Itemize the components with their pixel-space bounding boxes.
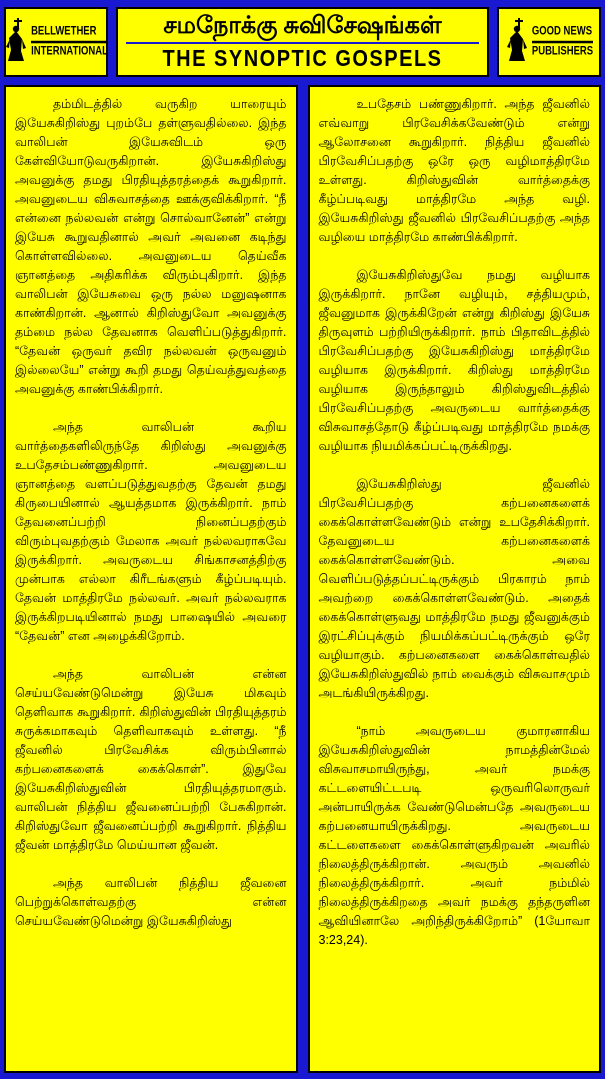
paragraph: உபதேசம் பண்ணுகிறார். அந்த ஜீவனில் எவ்வாறு பிரவேசிக்கவேண்டும் என்று ஆலோசனை கூறுகிறார். நித்திய ஜீவனில் பிரவேசிப்பதற்கு ஒரே ஒரு வழிமாத்திரமே உள்ளது. கிறிஸ்துவின் வார்த்தைக்கு கீழ்ப்படிவது மாத்திரமே அந்த வழி. இயேசுகிறிஸ்து ஜீவனில் பிரவேசிப்பதற்கு அந்த வழியை மாத்திரமே காண்பிக்கிறார். (318, 97, 590, 244)
paragraph: அந்த வாலிபன் கூறிய வார்த்தைகளிலிருந்தே கிறிஸ்து அவனுக்கு உபதேசம்பண்ணுகிறார். அவனுடைய ஞானத்தை வளப்படுத்துவதற்கு தேவன் தமது கிருபையினால் ஆயத்தமாக இருக்கிறார். நாம் தேவனைப்பற்றி நினைப்பதற்கும் விரும்புவதற்கும் மேலாக அவர் நல்லவராகவே இருக்கிறார். அவருடைய சிங்காசனத்திற்கு முன்பாக எல்லா கிரீடங்களும் கீழ்ப்படியும். தேவன் மாத்திரமே நல்லவர். அவர் நல்லவராக இருக்கிறபடியினால் நமது பாஷையில் அவரை “தேவன்” என அழைக்கிறோம். (15, 420, 287, 643)
paragraph: அந்த வாலிபன் நித்திய ஜீவனை பெற்றுக்கொள்வதற்கு என்ன செய்யவேண்டுமென்று இயேசுகிறிஸ்து (15, 876, 287, 928)
left-column (4, 85, 298, 1073)
standing-figure-icon (4, 17, 28, 68)
paragraph: “நாம் அவருடைய குமாரனாகிய இயேசுகிறிஸ்துவின் நாமத்தின்மேல் விசுவாசமாயிருந்து, அவர் நமக்கு கட்டளையிட்டபடி ஒருவரிலொருவர் அன்பாயிருக்க வேண்டுமென்பதே அவருடைய கற்பனையாயிருக்கிறது. அவருடைய கட்டளைகளை கைக்கொள்ளுகிறவன் அவரில் நிலைத்திருக்கிறான். அவரும் அவனில் நிலைத்திருக்கிறார். அவர் நம்மில் நிலைத்திருக்கிறதை அவர் நமக்கு தந்தருளின ஆவியினாலே அறிந்திருக்கிறோம்” (1யோவா 3:23,24). (318, 724, 590, 947)
body (4, 85, 601, 1073)
paragraph: இயேசுகிறிஸ்துவே நமது வழியாக இருக்கிறார். நானே வழியும், சத்தியமும், ஜீவனுமாக இருக்கிறேன் என்று கிறிஸ்து இயேசு திருவுளம் பற்றியிருக்கிறார். நாம் பிதாவிடத்தில் பிரவேசிப்பதற்கு இயேசுகிறிஸ்து மாத்திரமே வழியாக இருக்கிறார். கிறிஸ்து மாத்திரமே வழியாக இருந்தாலும் கிறிஸ்துவிடத்தில் பிரவேசிப்பதற்கு அவருடைய வார்த்தைக்கு விசுவாசத்தோடு கீழ்ப்படிவது மாத்திரமே நமக்கு வழியாக நியமிக்கப்பட்டிருக்கிறது. (318, 268, 590, 453)
standing-figure-icon (505, 17, 529, 68)
good-news-publishers-logo (497, 7, 601, 77)
logo-line2: PUBLISHERS (531, 44, 594, 59)
logo-line1: BELLWETHER (31, 25, 108, 44)
paragraph: தம்மிடத்தில் வருகிற யாரையும் இயேசுகிறிஸ்து புறம்பே தள்ளுவதில்லை. இந்த வாலிபன் இயேசுவிடம் ஒரு கேள்வியோடுவருகிறான். இயேசுகிறிஸ்து அவனுக்கு தமது பிரதியுத்தரத்தைக் கூறுகிறார். அவனுடைய விசுவாசத்தை ஊக்குவிக்கிறார். “நீ என்னை நல்லவன் என்று சொல்வானேன்” என்று இயேசு கூறுவதினால் அவர் அவனை கடிந்து கொள்ளவில்லை. அவனுடைய தெய்வீக ஞானத்தை அதிகரிக்க விரும்புகிறார். இந்த வாலிபன் இயேசுவை ஒரு நல்ல மனுஷனாக காண்கிறான். ஆனால் கிறிஸ்துவோ அவனுக்கு தம்மை நல்ல தேவனாக வெளிப்படுத்துகிறார். “தேவன் ஒருவர் தவிர நல்லவன் ஒருவனும் இல்லையே” என்று கூறி தமது தெய்வத்துவத்தை அவனுக்கு காண்பிக்கிறார். (15, 97, 287, 396)
header (4, 7, 601, 77)
bellwether-international-logo (4, 7, 108, 77)
english-title: THE SYNOPTIC GOSPELS (162, 46, 443, 72)
right-column (308, 85, 602, 1073)
logo-text (31, 25, 108, 60)
paragraph: இயேசுகிறிஸ்து ஜீவனில் பிரவேசிப்பதற்கு கற்பனைகளைக் கைக்கொள்ளவேண்டும் என்று உபதேசிக்கிறார். தேவனுடைய கற்பனைகளைக் கைக்கொள்ளவேண்டும். அவை வெளிப்படுத்தப்பட்டிருக்கும் பிரகாரம் நாம் அவற்றை கைக்கொள்ளவேண்டும். அதைக் கைக்கொள்ளுவது மாத்திரமே நமது ஜீவனுக்கும் இரட்சிப்புக்கும் நியமிக்கப்பட்டிருக்கும் ஒரே வழியாகும். கற்பனைகளை கைக்கொள்வதில் இயேசுகிறிஸ்துவில் நாம் வைக்கும் விசுவாசமும் அடங்கியிருக்கிறது. (318, 477, 590, 700)
title-box (116, 7, 489, 77)
logo-line1: GOOD NEWS (532, 25, 593, 44)
title-divider (126, 42, 479, 44)
paragraph: அந்த வாலிபன் என்ன செய்யவேண்டுமென்று இயேசு மிகவும் தெளிவாக கூறுகிறார். கிறிஸ்துவின் பிரதியுத்தரம் சுருக்கமாகவும் தெளிவாகவும் உள்ளது. “நீ ஜீவனில் பிரவேசிக்க விரும்பினால் கற்பனைகளைக் கைக்கொள்”. இதுவே இயேசுகிறிஸ்துவின் பிரதியுத்தரமாகும். வாலிபன் நித்திய ஜீவனைப்பற்றி பேசுகிறான். கிறிஸ்துவோ ஜீவனைப்பற்றி கூறுகிறார். நித்திய ஜீவன் மாத்திரமே மெய்யான ஜீவன். (15, 667, 287, 852)
tamil-title: சமநோக்கு சுவிசேஷங்கள் (163, 13, 442, 39)
logo-text (532, 25, 593, 60)
logo-line2: INTERNATIONAL (31, 44, 108, 59)
